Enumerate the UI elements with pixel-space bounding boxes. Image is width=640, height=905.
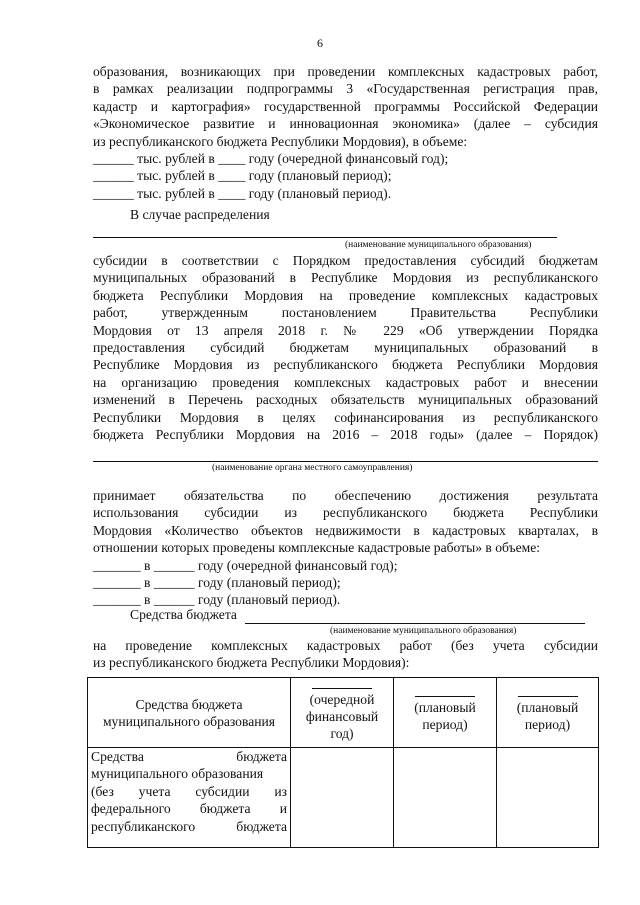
amount-line: _______ в ______ году (очередной финансовый год); xyxy=(93,557,398,573)
text-line: на организацию проведения комплексных кадастровых работ и внесении xyxy=(93,374,598,390)
budget-funds-label: Средства бюджета xyxy=(130,607,237,622)
header-budget-source xyxy=(88,678,291,748)
text-line: образования, возникающих при проведении комплексных кадастровых работ, xyxy=(93,64,598,79)
year-blank-line xyxy=(415,696,475,697)
header-label: (плановый период) xyxy=(414,700,476,732)
text-line: Мордовия «Количество объектов недвижимости в кадастровых кварталах, в xyxy=(93,522,598,538)
caption-municipality: (наименование муниципального образования) xyxy=(345,240,532,250)
amount-line: _______ в ______ году (плановый период); xyxy=(93,574,341,590)
amount-line: _______ в ______ году (плановый период). xyxy=(93,592,341,608)
text-line: в рамках реализации подпрограммы 3 «Государственная регистрация прав, xyxy=(93,81,598,97)
text-line: муниципальных образований в Республике Мордовия из республиканского xyxy=(93,270,598,286)
text-line: из республиканского бюджета Республики Мордовия), в объеме: xyxy=(93,133,468,149)
page-number: 6 xyxy=(317,36,323,50)
case-distribution-text: В случае распределения xyxy=(130,207,270,223)
amount-line: ______ тыс. рублей в ____ году (плановый период). xyxy=(93,185,392,201)
caption-local-gov: (наименование органа местного самоуправления) xyxy=(212,463,413,473)
row-label-line: федерального бюджета и xyxy=(91,801,287,817)
row-label-line: республиканского бюджета xyxy=(91,818,287,834)
text-line: Республики Мордовия в целях софинансирования из республиканского xyxy=(93,409,598,425)
text-line: Мордовия от 13 апреля 2018 г. № 229 «Об утверждении Порядка xyxy=(93,322,598,338)
table-row xyxy=(88,748,599,848)
year-blank-line xyxy=(518,696,578,697)
caption-municipality-2: (наименование муниципального образования) xyxy=(330,626,517,636)
value-cell-planned-2 xyxy=(497,748,599,848)
text-line: отношении которых проведены комплексные кадастровые работы» в объеме: xyxy=(93,540,541,556)
text-line: принимает обязательства по обеспечению достижения результата xyxy=(93,488,598,503)
header-planned-period-1 xyxy=(394,678,497,748)
row-label-line: Средства бюджета xyxy=(91,749,287,764)
text-line: Республике Мордовия из республиканского бюджета Республики Мордовия xyxy=(93,357,598,373)
header-label: (плановый период) xyxy=(516,700,579,732)
local-gov-name-fill-line xyxy=(93,461,598,462)
paragraph-subsidy-intro xyxy=(93,63,598,224)
value-cell-planned-1 xyxy=(394,748,497,848)
text-line: кадастр и картография» государственной программы Российской Федерации xyxy=(93,98,598,114)
text-line: использования субсидии из республиканского бюджета Республики xyxy=(93,505,598,521)
text-line: предоставления субсидий бюджетам муниципальных образований в xyxy=(93,339,598,355)
budget-name-fill-line xyxy=(245,623,585,624)
text-line: бюджета Республики Мордовия на 2016 – 2018 годы» (далее – Порядок) xyxy=(93,426,598,442)
budget-table xyxy=(87,677,599,848)
table-header-row xyxy=(88,678,599,748)
header-current-year xyxy=(291,678,394,748)
year-blank-line xyxy=(312,688,372,689)
paragraph-obligations xyxy=(93,487,598,609)
text-line: «Экономическое развитие и инновационная экономика» (далее – субсидия xyxy=(93,116,598,132)
row-label-cell xyxy=(88,748,291,848)
municipality-name-fill-line xyxy=(93,237,557,238)
text-line: субсидии в соответствии с Порядком предоставления субсидий бюджетам xyxy=(93,253,598,268)
text-line: на проведение комплексных кадастровых работ (без учета субсидии xyxy=(93,638,598,653)
paragraph-purpose xyxy=(93,637,598,672)
value-cell-current-year xyxy=(291,748,394,848)
text-line: бюджета Республики Мордовия на проведение комплексных кадастровых xyxy=(93,287,598,303)
row-label-line: (без учета субсидии из xyxy=(91,783,287,799)
amount-line: ______ тыс. рублей в ____ году (плановый период); xyxy=(93,168,392,184)
paragraph-procedure xyxy=(93,252,598,443)
header-label: (очередной финансовый год) xyxy=(305,691,379,741)
header-label: Средства бюджета муниципального образования xyxy=(102,696,276,729)
text-line: из республиканского бюджета Республики Мордовия): xyxy=(93,655,410,671)
text-line: изменений в Перечень расходных обязательств муниципальных образований xyxy=(93,392,598,408)
amount-line: ______ тыс. рублей в ____ году (очередной финансовый год); xyxy=(93,150,449,166)
row-label-line: муниципального образования xyxy=(91,766,264,782)
header-planned-period-2 xyxy=(497,678,599,748)
text-line: работ, утвержденным постановлением Правительства Республики xyxy=(93,305,598,321)
